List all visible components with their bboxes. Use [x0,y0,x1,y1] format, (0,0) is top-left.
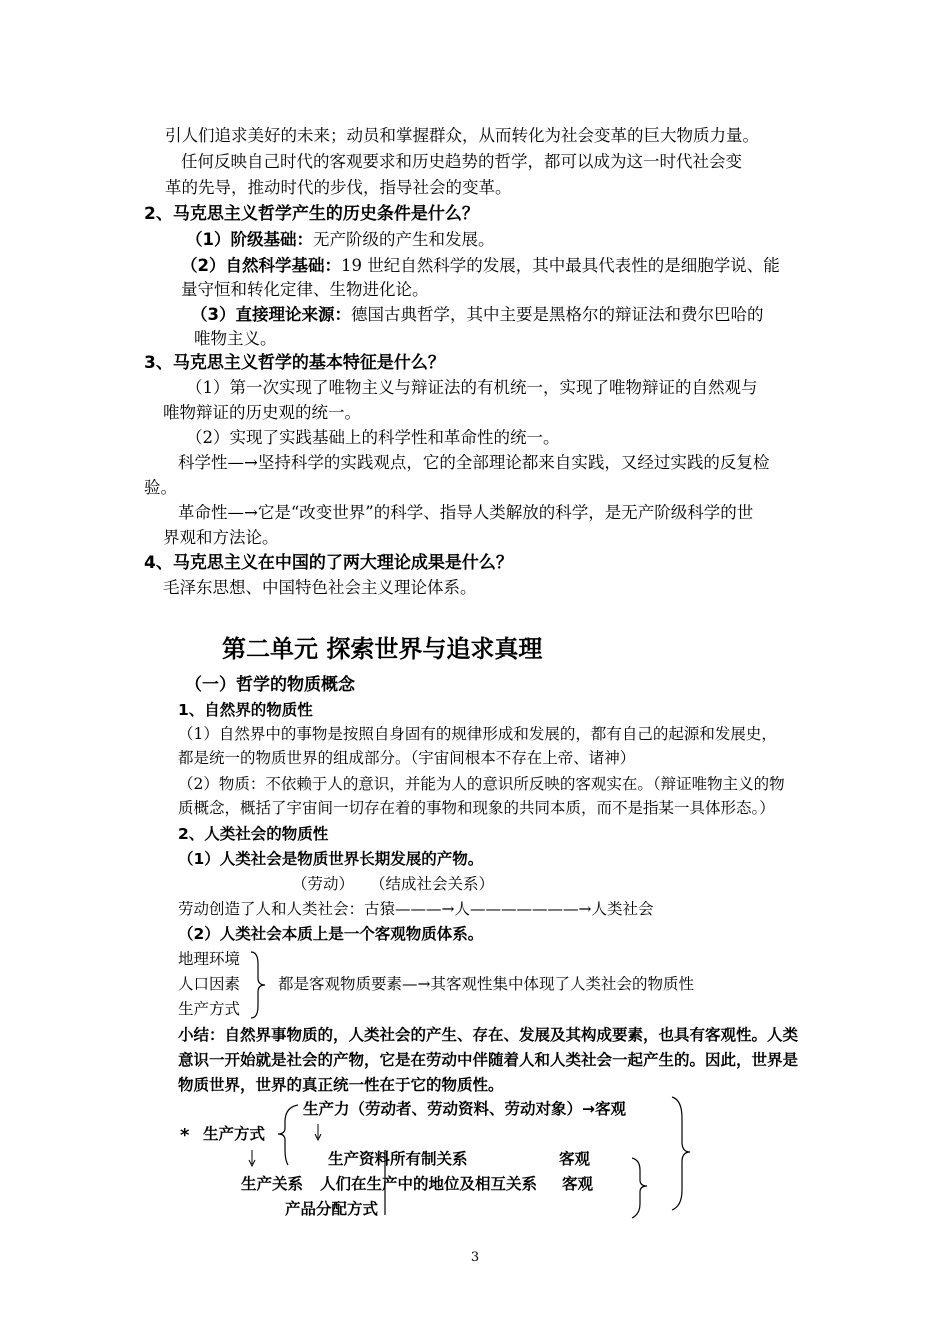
answer-line: 唯物辩证的历史观的统一。 [163,403,361,422]
answer-line: 毛泽东思想、中国特色社会主义理论体系。 [163,578,477,597]
diagram-relations-of-production: 生产关系 [241,1175,304,1193]
answer-line: 界观和方法论。 [163,528,279,547]
diagram-position-relations: 人们在生产中的地位及相互关系 [320,1175,538,1193]
outer-right-brace [672,1097,690,1210]
paragraph-line: 引人们追求美好的未来；动员和掌握群众，从而转化为社会变革的巨大物质力量。 [165,126,759,145]
summary-line: 意识一开始就是社会的产物，它是在劳动中伴随着人和人类社会一起产生的。因此，世界是 [178,1051,799,1069]
arrow-annotation: （结成社会关系） [370,875,495,893]
material-factor: 生产方式 [178,1000,241,1018]
point-heading: （1）人类社会是物质世界长期发展的产物。 [178,850,484,868]
factors-note: 都是客观物质要素—→其客观性集中体现了人类社会的物质性 [278,975,694,993]
summary-line: 小结：自然界事物质的，人类社会的产生、存在、发展及其构成要素，也具有客观性。人类 [178,1026,799,1044]
paragraph-line: （2）物质：不依赖于人的意识，并能为人的意识所反映的客观实在。（辩证唯物主义的物 [178,775,785,793]
evolution-chain: 劳动创造了人和人类社会：古猿———→人———————→人类社会 [178,900,654,918]
answer-line: 革命性—→它是“改变世界”的科学、指导人类解放的科学，是无产阶级科学的世 [178,503,754,522]
factors-brace [251,952,265,1018]
inner-right-brace [632,1158,647,1218]
answer-line: 量守恒和转化定律、生物进化论。 [181,280,429,299]
question-heading: 3、马克思主义哲学的基本特征是什么？ [144,353,445,373]
diagram-ownership: 生产资料所有制关系 [328,1150,468,1168]
material-factor: 人口因素 [178,975,241,993]
answer-label: （2）自然科学基础： [181,256,341,275]
answer-line: （2）实现了实践基础上的科学性和革命性的统一。 [186,428,560,447]
diagram-distribution: 产品分配方式 [285,1200,379,1218]
answer-text: 德国古典哲学，其中主要是黑格尔的辩证法和费尔巴哈的 [350,305,764,324]
paragraph-line: 任何反映自己时代的客观要求和历史趋势的哲学，都可以成为这一时代社会变 [181,152,742,171]
answer-text: 无产阶级的产生和发展。 [312,230,495,249]
paragraph-line: 革的先导，推动时代的步伐，指导社会的变革。 [165,178,512,197]
star-marker: * [180,1125,190,1146]
answer-line: 科学性—→坚持科学的实践观点，它的全部理论都来自实践，又经过实践的反复检 [178,453,770,472]
subsection-heading: （一）哲学的物质概念 [185,675,355,695]
point-heading: （2）人类社会本质上是一个客观物质体系。 [178,925,484,943]
answer-line: （1）第一次实现了唯物主义与辩证法的有机统一，实现了唯物辩证的自然观与 [186,378,758,397]
answer-label: （1）阶级基础： [186,230,313,249]
topic-heading: 2、人类社会的物质性 [178,825,329,843]
diagram-mode-of-production: 生产方式 [203,1125,266,1143]
arrow-annotation: （劳动） [292,875,355,893]
topic-heading: 1、自然界的物质性 [178,701,313,719]
answer-line: 验。 [144,478,177,497]
summary-line: 物质世界，世界的真正统一性在于它的物质性。 [178,1076,504,1094]
diagram-objective-label: 客观 [559,1150,591,1168]
answer-line: 唯物主义。 [194,329,277,348]
paragraph-line: （1）自然界中的事物是按照自身固有的规律形成和发展的，都有自己的起源和发展史， [178,725,777,743]
diagram-productive-forces: 生产力（劳动者、劳动资料、劳动对象）→客观 [303,1100,626,1118]
material-factor: 地理环境 [178,950,241,968]
paragraph-line: 都是统一的物质世界的组成部分。（宇宙间根本不存在上帝、诸神） [178,749,636,767]
answer-text: 19 世纪自然科学的发展，其中最具代表性的是细胞学说、能 [340,256,780,275]
paragraph-line: 质概念，概括了宇宙间一切存在着的事物和现象的共同本质，而不是指某一具体形态。） [178,799,775,817]
page-number: 3 [470,1250,480,1265]
diagram-objective-label: 客观 [562,1175,594,1193]
answer-label: （3）直接理论来源： [191,305,351,324]
question-heading: 4、马克思主义在中国的了两大理论成果是什么？ [144,553,513,573]
question-heading: 2、马克思主义哲学产生的历史条件是什么？ [144,204,479,224]
section-title: 第二单元 探索世界与追求真理 [222,635,543,663]
mode-brace [278,1105,298,1165]
